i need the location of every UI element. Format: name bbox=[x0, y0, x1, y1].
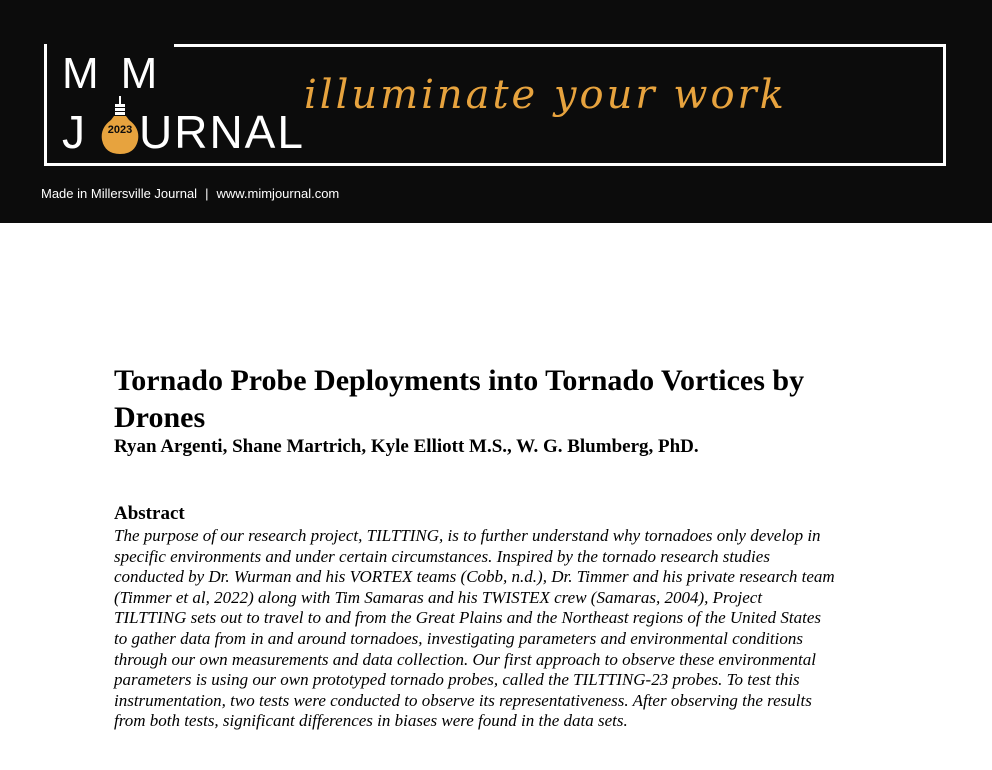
abstract-body bbox=[114, 526, 884, 732]
site-url[interactable]: www.mimjournal.com bbox=[216, 186, 340, 201]
abstract-line: through our own measurements and data collection. Our first approach to observe these environmental bbox=[114, 649, 816, 669]
journal-banner bbox=[0, 0, 992, 223]
frame-right-border bbox=[943, 44, 946, 166]
abstract-heading: Abstract bbox=[114, 503, 185, 524]
abstract-line: specific environments and under certain circumstances. Inspired by the tornado research studies bbox=[114, 546, 770, 566]
paper-title: Tornado Probe Deployments into Tornado Vortices by Drones bbox=[114, 364, 805, 434]
logo-letter-m-left: M bbox=[62, 49, 101, 98]
logo-word-urnal: URNAL bbox=[139, 106, 305, 158]
logo-letter-m-right: M bbox=[120, 49, 160, 98]
journal-subline bbox=[41, 186, 339, 201]
logo-letter-j: J bbox=[62, 106, 87, 158]
abstract-line: to gather data from in and around tornadoes, investigating parameters and environmental conditions bbox=[114, 628, 803, 648]
frame-left-border bbox=[44, 44, 47, 166]
logo-line-1 bbox=[62, 50, 159, 98]
abstract-line: TILTTING sets out to travel to and from the Great Plains and the Northeast regions of the United States bbox=[114, 608, 822, 628]
author-list: Ryan Argenti, Shane Martrich, Kyle Elliott M.S., W. G. Blumberg, PhD. bbox=[114, 436, 699, 457]
abstract-line: (Timmer et al, 2022) along with Tim Samaras and his TWISTEX crew (Samaras, 2004), Project bbox=[114, 587, 763, 607]
frame-bottom-border bbox=[44, 163, 946, 166]
frame-top-border bbox=[174, 44, 946, 47]
logo-tagline: illuminate your work bbox=[304, 72, 787, 118]
logo-year: 2023 bbox=[107, 124, 133, 136]
abstract-line: parameters is using our own prototyped tornado probes, called the TILTTING-23 probes. To test this bbox=[114, 670, 800, 690]
abstract-line: The purpose of our research project, TILTTING, is to further understand why tornadoes only develop in bbox=[114, 526, 821, 545]
abstract-line: conducted by Dr. Wurman and his VORTEX teams (Cobb, n.d.), Dr. Timmer and his private research team bbox=[114, 567, 835, 587]
abstract-line: from both tests, significant differences in biases were found in the data sets. bbox=[114, 711, 628, 731]
separator: | bbox=[205, 186, 209, 201]
logo-line-2 bbox=[62, 106, 305, 158]
site-name: Made in Millersville Journal bbox=[41, 186, 198, 201]
abstract-line: instrumentation, two tests were conducted to observe its representativeness. After observing the results bbox=[114, 690, 812, 710]
